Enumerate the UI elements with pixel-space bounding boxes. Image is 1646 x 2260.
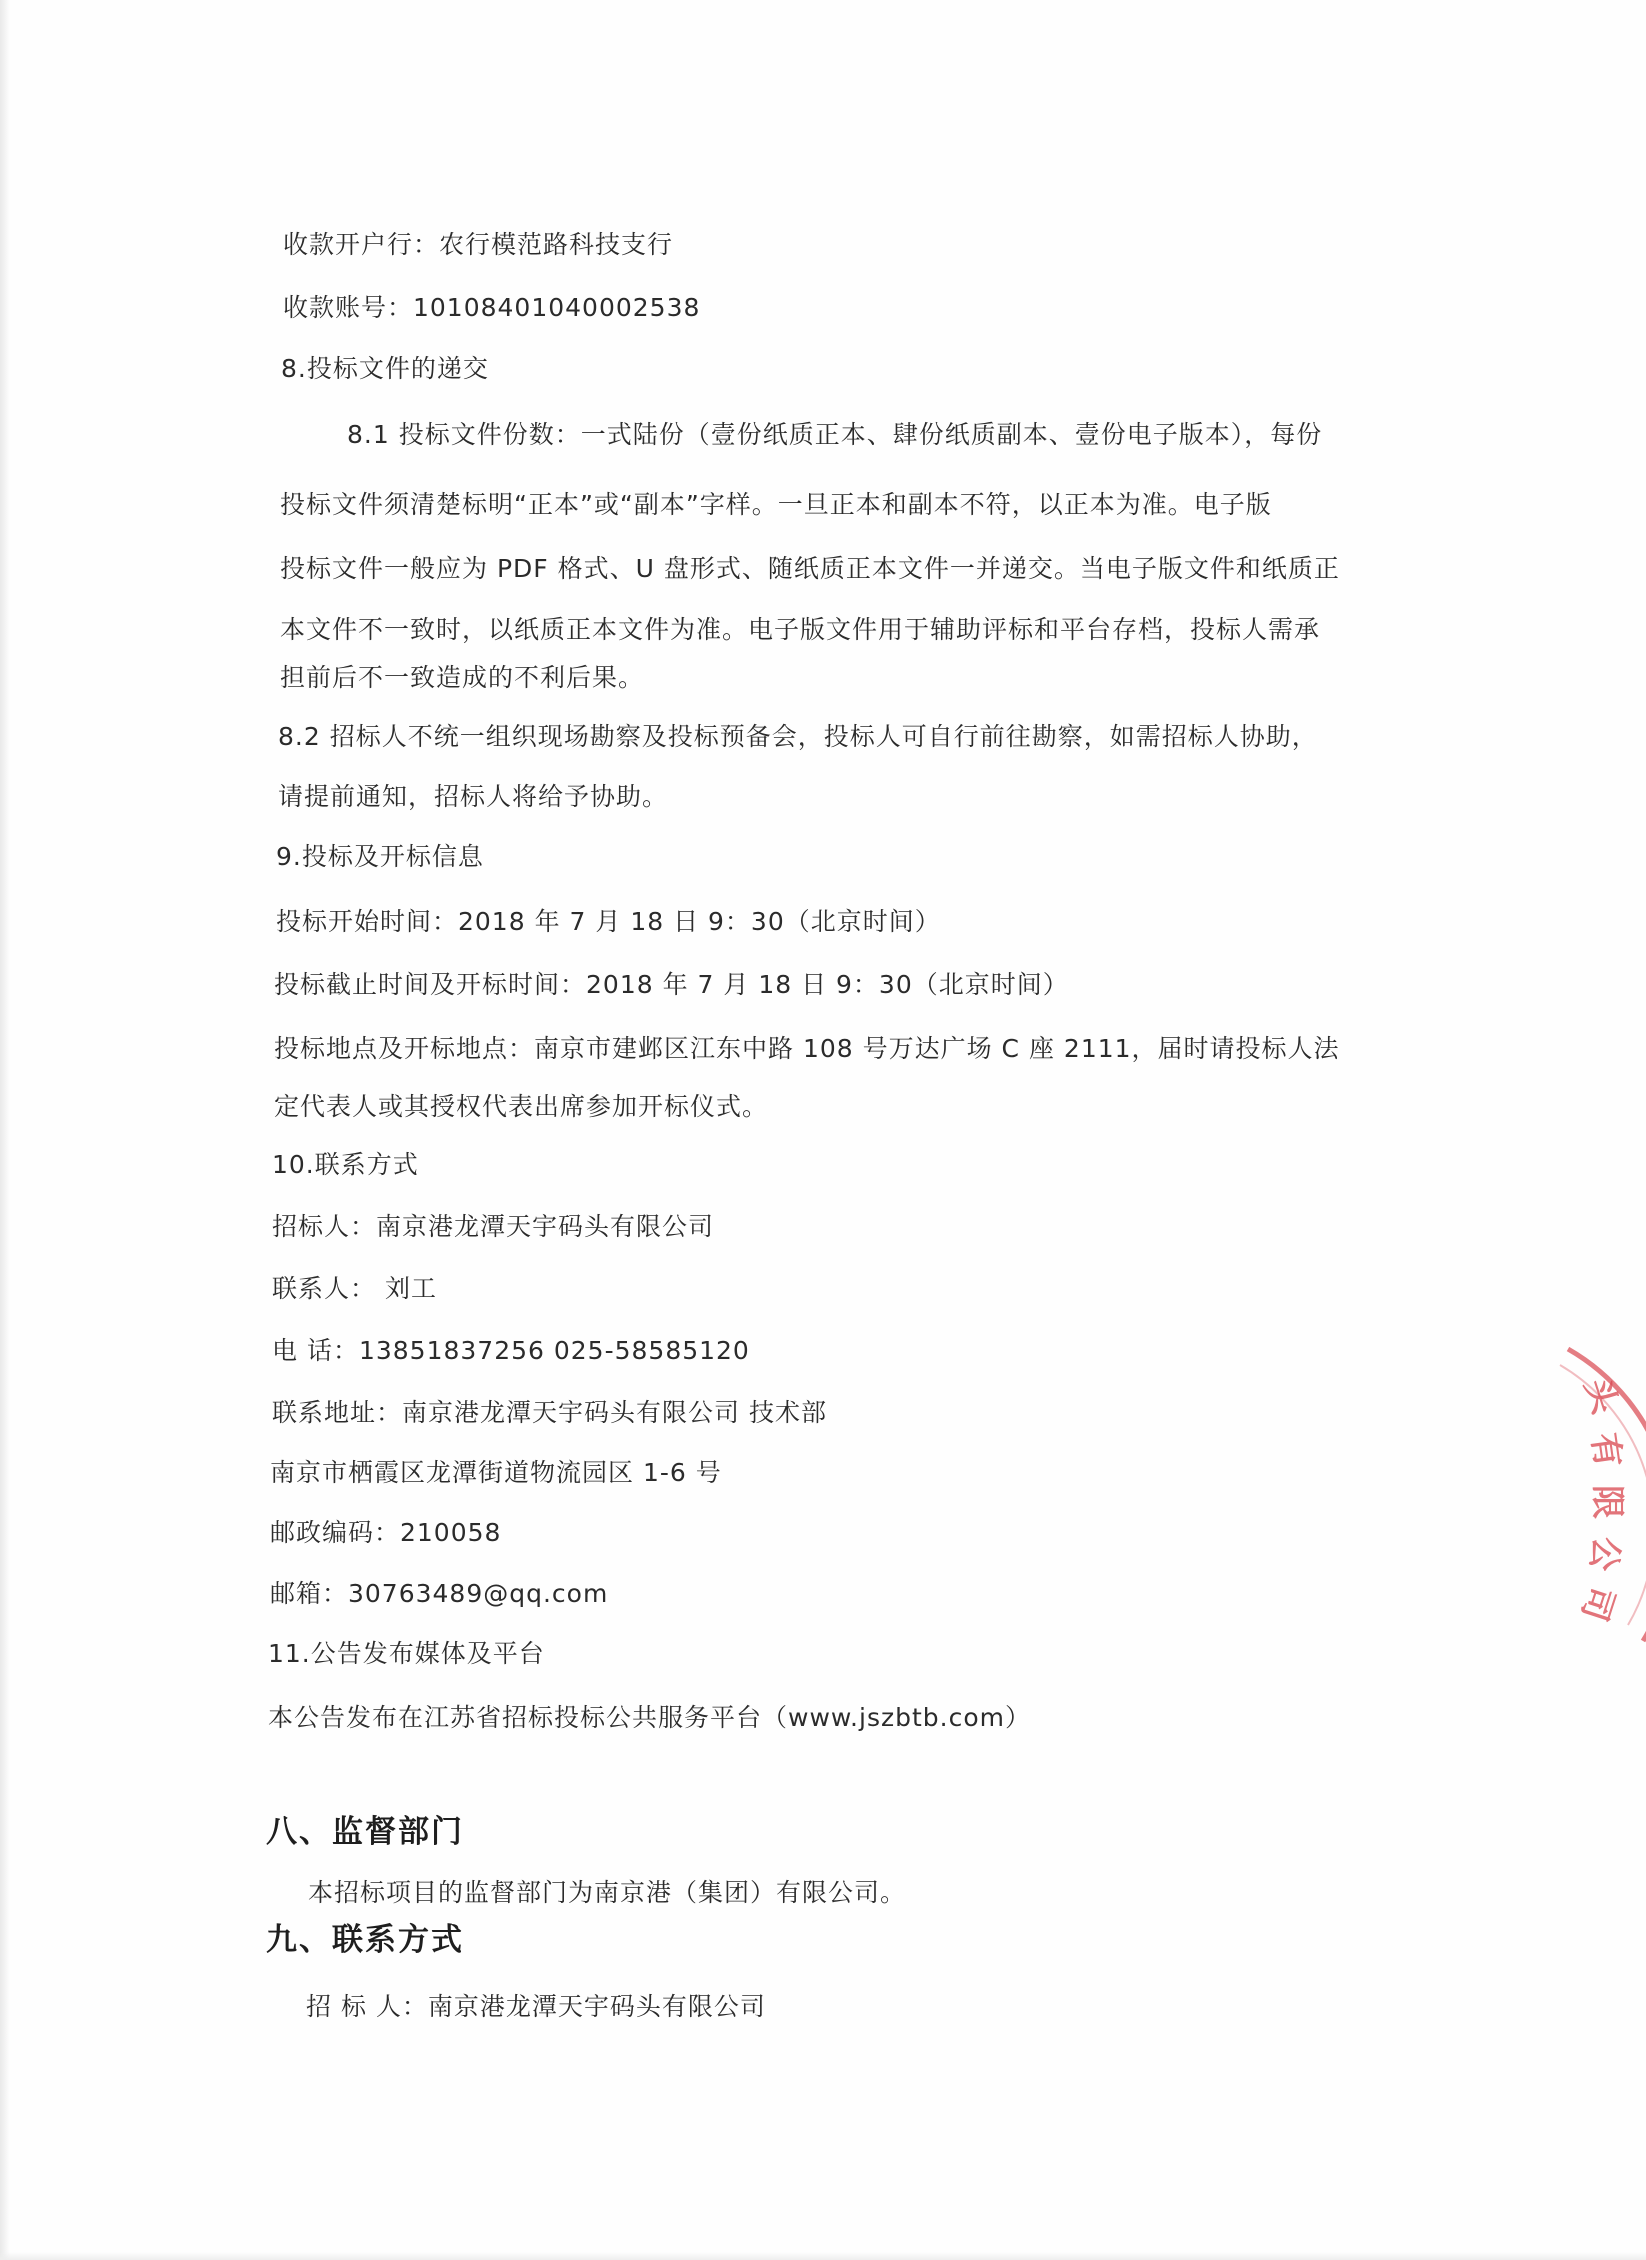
subsection-heading-bid-opening: 9.投标及开标信息 (276, 842, 484, 871)
payee-bank-line: 收款开户行：农行模范路科技支行 (283, 230, 674, 259)
company-seal-stamp (1548, 1345, 1646, 1645)
paragraph-8-1-line-1: 8.1 投标文件份数：一式陆份（壹份纸质正本、肆份纸质副本、壹份电子版本），每份 (347, 420, 1323, 449)
contact-address-line-1: 联系地址：南京港龙潭天宇码头有限公司 技术部 (272, 1398, 827, 1427)
subsection-heading-bid-submission: 8.投标文件的递交 (281, 354, 489, 383)
contact-person-line: 联系人： 刘工 (272, 1274, 437, 1303)
bid-location-line-2: 定代表人或其授权代表出席参加开标仪式。 (274, 1092, 769, 1121)
bid-location-line-1: 投标地点及开标地点：南京市建邺区江东中路 108 号万达广场 C 座 2111，届时请投标人法 (274, 1034, 1340, 1063)
paragraph-8-1-line-2: 投标文件须清楚标明“正本”或“副本”字样。一旦正本和副本不符，以正本为准。电子版 (280, 490, 1272, 519)
scan-edge-bottom (0, 2252, 1646, 2260)
supervision-body: 本招标项目的监督部门为南京港（集团）有限公司。 (308, 1878, 907, 1907)
paragraph-8-1-line-5: 担前后不一致造成的不利后果。 (280, 663, 645, 692)
contact-email-line: 邮箱：30763489@qq.com (270, 1579, 609, 1608)
section-heading-supervision: 八、监督部门 (266, 1814, 464, 1850)
svg-text:限: 限 (1587, 1485, 1627, 1519)
paragraph-8-1-line-4: 本文件不一致时，以纸质正本文件为准。电子版文件用于辅助评标和平台存档，投标人需承 (280, 615, 1321, 644)
subsection-heading-contact: 10.联系方式 (272, 1150, 419, 1179)
contact-postcode-line: 邮政编码：210058 (270, 1518, 502, 1547)
section-heading-contact: 九、联系方式 (266, 1922, 464, 1958)
contact-phone-line: 电 话：13851837256 025-58585120 (272, 1336, 750, 1365)
scan-edge-left (0, 0, 10, 2260)
media-platform-line: 本公告发布在江苏省招标投标公共服务平台（www.jszbtb.com） (268, 1703, 1031, 1732)
subsection-heading-media: 11.公告发布媒体及平台 (268, 1639, 545, 1668)
payee-account-line: 收款账号：10108401040002538 (283, 293, 701, 322)
contact-address-line-2: 南京市栖霞区龙潭街道物流园区 1-6 号 (270, 1458, 722, 1487)
svg-text:公: 公 (1582, 1534, 1627, 1574)
paragraph-8-2-line-1: 8.2 招标人不统一组织现场勘察及投标预备会，投标人可自行前往勘察，如需招标人协助， (278, 722, 1318, 751)
bid-deadline-line: 投标截止时间及开标时间：2018 年 7 月 18 日 9：30（北京时间） (274, 970, 1069, 999)
svg-text:有: 有 (1583, 1430, 1628, 1470)
paragraph-8-1-line-3: 投标文件一般应为 PDF 格式、U 盘形式、随纸质正本文件一并递交。当电子版文件和纸质正 (280, 554, 1340, 583)
contact-tenderer-line: 招标人：南京港龙潭天宇码头有限公司 (272, 1212, 715, 1241)
svg-text:司: 司 (1573, 1581, 1622, 1626)
paragraph-8-2-line-2: 请提前通知，招标人将给予协助。 (278, 782, 669, 811)
bid-start-time-line: 投标开始时间：2018 年 7 月 18 日 9：30（北京时间） (276, 907, 941, 936)
svg-text:头: 头 (1576, 1373, 1625, 1419)
contact-body: 招 标 人：南京港龙潭天宇码头有限公司 (306, 1992, 766, 2021)
